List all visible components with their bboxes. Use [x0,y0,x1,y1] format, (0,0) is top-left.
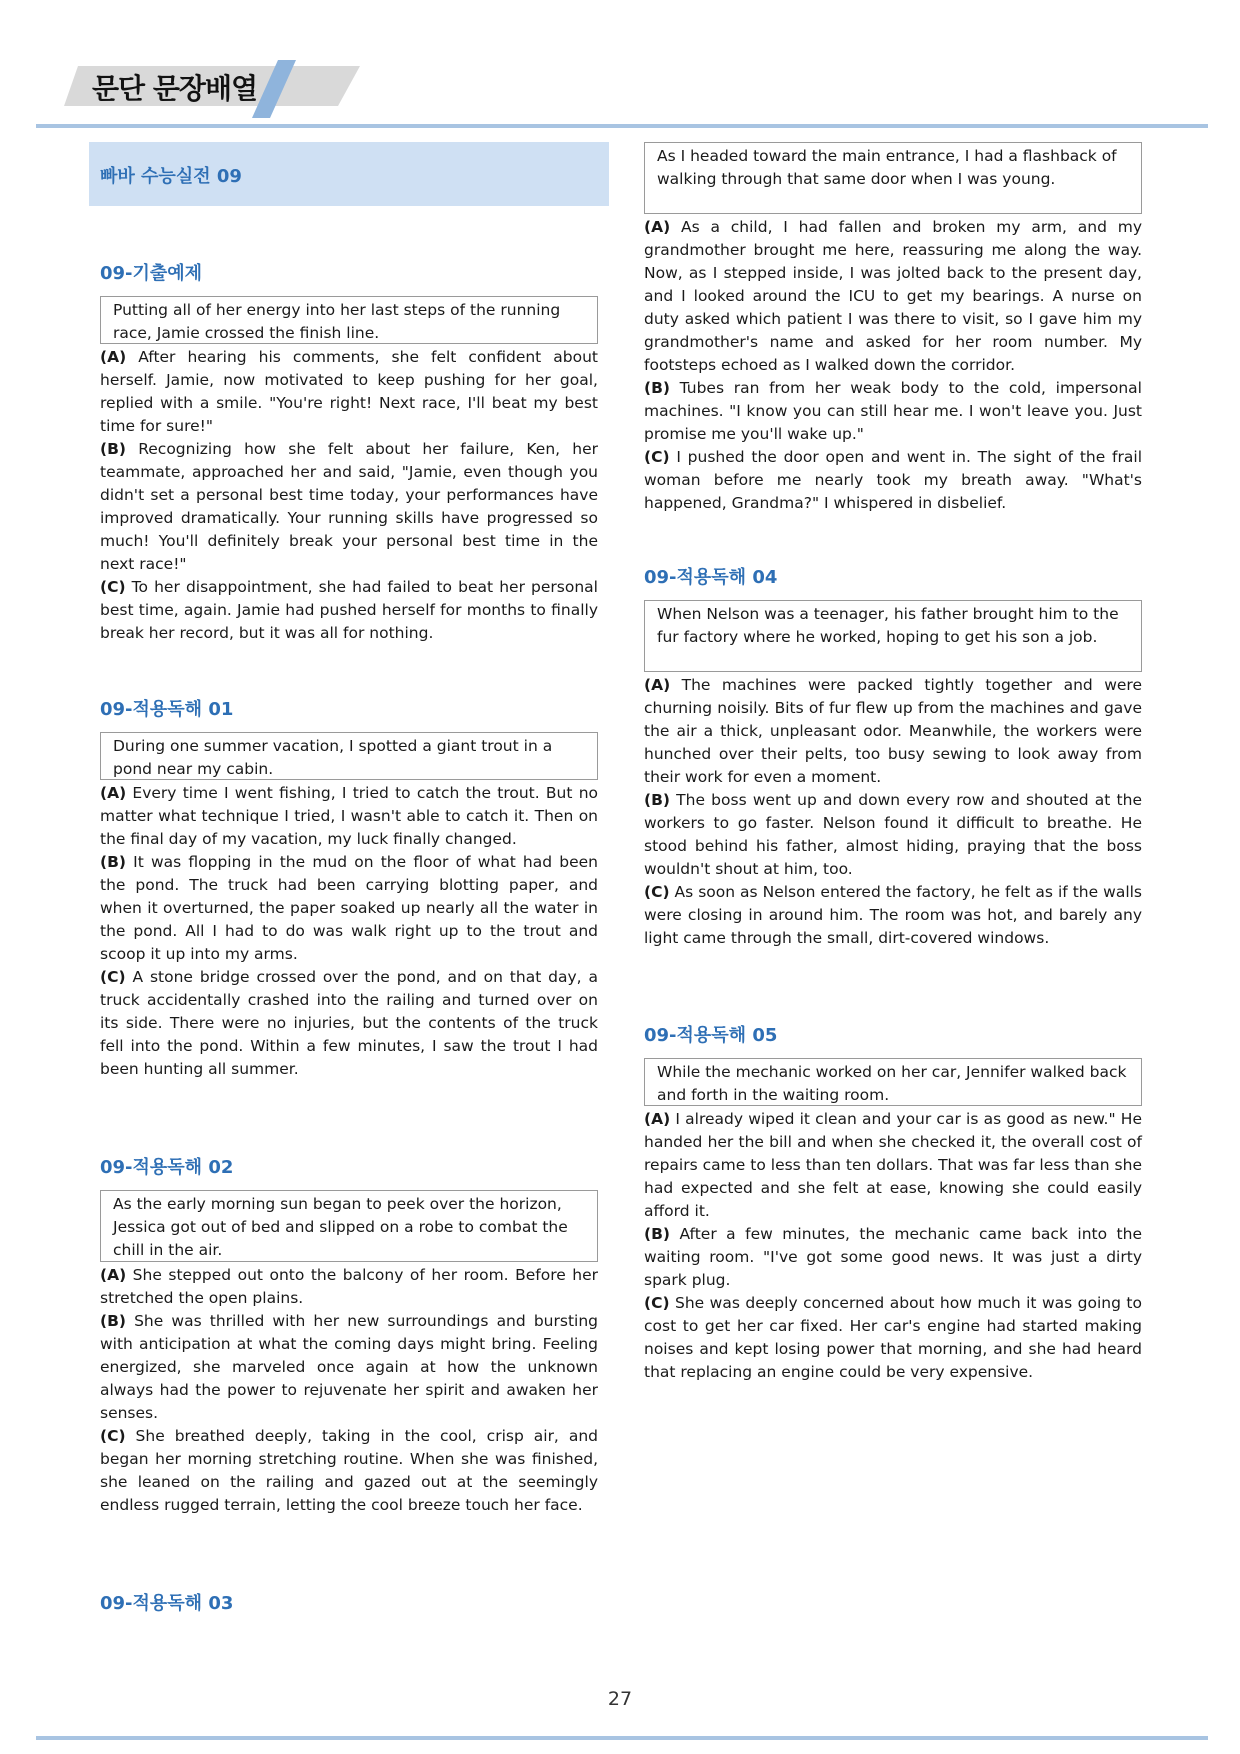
paragraph-b: (B) She was thrilled with her new surroundings and bursting with anticipation at what the coming days might bring. Feeling energized, she marveled once again at how the unknown always had the power to rejuvenate her spirit and awaken her senses. [100,1312,598,1422]
page-number: 27 [607,1688,633,1710]
section-title: 09-적용독해 03 [100,1593,234,1614]
given-sentence-box: As I headed toward the main entrance, I had a flashback of walking through that same door when I was young. [644,142,1142,214]
paragraph-a: (A) She stepped out onto the balcony of her room. Before her stretched the open plains. [100,1266,598,1307]
paragraph-a: (A) I already wiped it clean and your car is as good as new." He handed her the bill and when she checked it, the overall cost of repairs came to less than ten dollars. That was far less than she had expected and she felt at ease, knowing she could easily afford it. [644,1110,1142,1220]
paragraph-b: (B) After a few minutes, the mechanic came back into the waiting room. "I've got some good news. It was just a dirty spark plug. [644,1225,1142,1289]
passage-paragraphs [644,216,1142,515]
given-sentence-box: During one summer vacation, I spotted a giant trout in a pond near my cabin. [100,732,598,780]
paragraph-a: (A) After hearing his comments, she felt confident about herself. Jamie, now motivated to keep pushing for her goal, replied with a smile. "You're right! Next race, I'll beat my best time for sure!" [100,348,598,435]
section-title: 09-기출예제 [100,263,203,284]
paragraph-b: (B) Tubes ran from her weak body to the cold, impersonal machines. "I know you can still hear me. I won't leave you. Just promise me you'll wake up." [644,379,1142,443]
given-sentence-box: Putting all of her energy into her last steps of the running race, Jamie crossed the finish line. [100,296,598,344]
paragraph-c: (C) As soon as Nelson entered the factory, he felt as if the walls were closing in around him. The room was hot, and barely any light came through the small, dirt-covered windows. [644,883,1143,947]
given-sentence-box: When Nelson was a teenager, his father brought him to the fur factory where he worked, hoping to get his son a job. [644,600,1142,672]
section-title: 09-적용독해 04 [644,567,778,588]
paragraph-c: (C) I pushed the door open and went in. The sight of the frail woman before me nearly took my breath away. "What's happened, Grandma?" I whispered in disbelief. [644,448,1142,512]
page-title: 문단 문장배열 [92,72,258,105]
paragraph-c: (C) To her disappointment, she had failed to beat her personal best time, again. Jamie had pushed herself for months to finally break her record, but it was all for nothing. [100,578,598,642]
paragraph-b: (B) Recognizing how she felt about her failure, Ken, her teammate, approached her and said, "Jamie, even though you didn't set a personal best time today, your performances have improved dramatically. Your running skills have progressed so much! You'll definitely break your personal best time in the next race!" [100,440,598,573]
paragraph-a: (A) Every time I went fishing, I tried to catch the trout. But no matter what technique I tried, I wasn't able to catch it. Then on the final day of my vacation, my luck finally changed. [100,784,598,848]
passage-paragraphs [100,782,598,1081]
section-title: 09-적용독해 05 [644,1025,778,1046]
unit-banner [89,142,609,206]
paragraph-c: (C) A stone bridge crossed over the pond, and on that day, a truck accidentally crashed into the railing and turned over on its side. There were no injuries, but the contents of the truck fell into the pond. Within a few minutes, I saw the trout I had been hunting all summer. [100,968,598,1078]
paragraph-c: (C) She breathed deeply, taking in the cool, crisp air, and began her morning stretching routine. When she was finished, she leaned on the railing and gazed out at the seemingly endless rugged terrain, letting the cool breeze touch her face. [100,1427,598,1514]
paragraph-c: (C) She was deeply concerned about how much it was going to cost to get her car fixed. Her car's engine had started making noises and kept losing power that morning, and she had heard that replacing an engine could be very expensive. [644,1294,1142,1381]
passage-paragraphs [644,674,1142,950]
section-title: 09-적용독해 01 [100,699,234,720]
passage-paragraphs [100,346,598,645]
header-divider [36,124,1208,128]
paragraph-b: (B) It was flopping in the mud on the floor of what had been the pond. The truck had been carrying blotting paper, and when it overturned, the paper soaked up nearly all the water in the pond. All I had to do was walk right up to the trout and scoop it up into my arms. [100,853,598,963]
passage-paragraphs [644,1108,1142,1384]
paragraph-a: (A) The machines were packed tightly together and were churning noisily. Bits of fur flew up from the machines and gave the air a thick, unpleasant odor. Meanwhile, the workers were hunched over their pelts, too busy sewing to look away from their work for even a moment. [644,676,1142,786]
unit-banner-label: 빠바 수능실전 09 [100,166,242,187]
section-title: 09-적용독해 02 [100,1157,234,1178]
paragraph-a: (A) As a child, I had fallen and broken my arm, and my grandmother brought me here, reassuring me along the way. Now, as I stepped inside, I was jolted back to the present day, and I looked around the ICU to get my bearings. A nurse on duty asked which patient I was there to visit, so I gave him my grandmother's name and asked for her room number. My footsteps echoed as I walked down the corridor. [644,218,1142,374]
footer-divider [36,1736,1208,1740]
paragraph-b: (B) The boss went up and down every row and shouted at the workers to go faster. Nelson found it difficult to breathe. He stood behind his father, almost hiding, praying that the boss wouldn't shout at him, too. [644,791,1142,878]
given-sentence-box: While the mechanic worked on her car, Jennifer walked back and forth in the waiting room. [644,1058,1142,1106]
given-sentence-box: As the early morning sun began to peek over the horizon, Jessica got out of bed and slipped on a robe to combat the chill in the air. [100,1190,598,1262]
passage-paragraphs [100,1264,598,1517]
